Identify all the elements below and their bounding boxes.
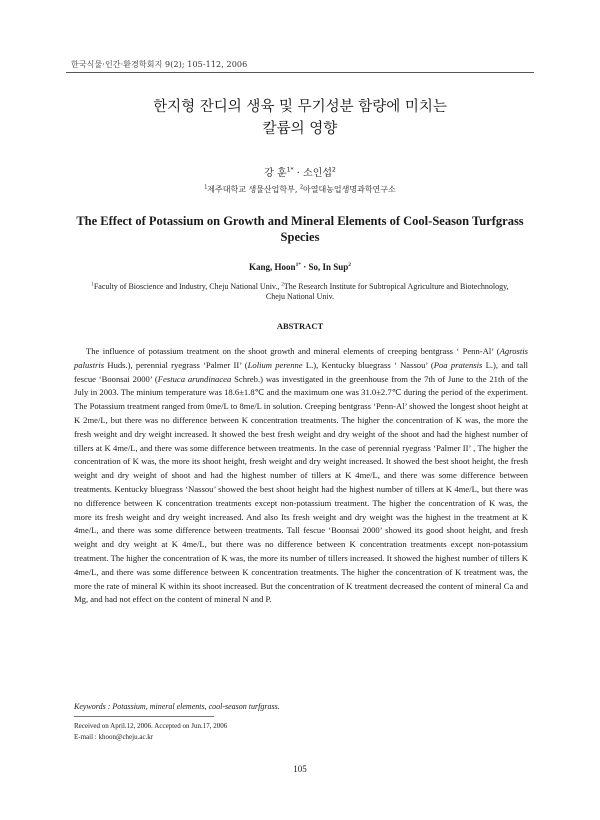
english-affil-1: Faculty of Bioscience and Industry, Cheju National Univ., — [93, 282, 282, 291]
header-rule — [66, 72, 534, 73]
english-author-1-mark: 1* — [295, 262, 301, 268]
english-author-1: Kang, Hoon — [249, 262, 296, 272]
page-number: 105 — [293, 764, 307, 774]
abstract-body — [74, 345, 528, 607]
english-authors — [0, 262, 600, 272]
abstract-text: Huds.), perennial ryegrass ‘Palmer II’ ( — [104, 359, 248, 370]
english-affil-mark-2: 2 — [281, 282, 284, 288]
keywords: Keywords : Potassium, mineral elements, cool-season turfgrass. — [74, 702, 280, 711]
abstract-heading: ABSTRACT — [276, 321, 324, 331]
korean-affil-mark-2: 2 — [299, 185, 303, 191]
korean-author-separator: · — [293, 168, 304, 179]
korean-affil-mark-1: 1 — [204, 185, 208, 191]
korean-affil-1: 제주대학교 생물산업학부, — [207, 185, 300, 194]
korean-author-2: 소인섭 — [303, 168, 333, 179]
korean-author-1: 강 훈 — [264, 168, 287, 179]
contact-email: E-mail : khoon@cheju.ac.kr — [74, 733, 154, 741]
korean-affiliation — [0, 184, 600, 195]
species-name: Agrostis palustris — [74, 346, 528, 370]
korean-affil-2: 아열대농업생명과학연구소 — [303, 185, 396, 194]
english-affiliation — [90, 282, 510, 302]
korean-author-1-mark: 1* — [286, 166, 294, 174]
english-affil-2: The Research Institute for Subtropical Agriculture and Biotechnology, Cheju National Univ. — [265, 282, 509, 301]
footnote-rule — [74, 716, 214, 717]
english-author-2: So, In Sup — [308, 262, 349, 272]
korean-title-line-1: 한지형 잔디의 생육 및 무기성분 함량에 미치는 — [153, 99, 447, 115]
species-name: Poa pratensis — [433, 359, 483, 370]
abstract-text: The influence of potassium treatment on the shoot growth and mineral elements of creeping bentgrass ‘ Penn-Al’ ( — [86, 346, 500, 356]
received-date: Received on April.12, 2006. Accepted on Jun.17, 2006 — [74, 722, 228, 730]
species-name: Lolium perenne — [247, 359, 303, 370]
korean-title-line-2: 칼륨의 영향 — [262, 121, 338, 137]
korean-title — [0, 96, 600, 140]
abstract-text: L.), Kentucky bluegrass ‘ Nassou’ ( — [302, 359, 434, 370]
english-affil-mark-1: 1 — [91, 282, 94, 288]
korean-author-2-mark: 2 — [332, 166, 336, 174]
korean-authors — [0, 164, 600, 179]
abstract-text: Schreb.) was investigated in the greenhouse from the 7th of June to the 21th of the July in 2003. The minium temperature was 18.6±1.8℃ and the maximum one was 31.0±2.7℃ during the period of the experiment. The Potassium treatment ranged from 0me/L to 8me/L in solution. Creeping bentgrass ‘Penn-Al’ showed the longest shoot height at K 2me/L, but there was no difference between K concentration treatments. The higher the concentration of K was, the more the fresh weight and dry weight increased. It showed the best fresh weight and dry weight of the shoot and had the highest number of tillers at K 4me/L, and there was some difference between treatments. In the case of perennial ryegrass ‘Palmer II’ , The higher the concentration of K was, the more its shoot height, fresh weight and dry weight increased. It showed the best shoot height, the fresh weight and dry weight of shoot and had the highest number of tillers at K 4me/L, and there was some difference between treatments. Kentucky bluegrass ‘Nassou’ showed the best shoot height had the highest number of tillers at K 4me/L, but there was no difference between K concentration treatments except non-potassium treatment. The higher the concentration of K was, the more its fresh weight and dry weight increased. And also Its fresh weight and dry weight was the highest in the treatment at K 4me/L, and there was some difference between treatments. Tall fescue ‘Boonsai 2000’ showed its good shoot height, and fresh weight and dry weight at K 4me/L, but there was no difference between K concentration treatments except non-potassium treatment. The higher the concentration of K was, the more its number of tillers increased. It showed the highest number of tillers K 4me/L, and there was some difference between K concentration treatments. The higher the concentration of K treatment was, the more the rate of mineral K within its shoot increased. But the concentration of K treatment decreased the content of mineral Ca and Mg, and had not effect on the content of mineral N and P. — [74, 373, 528, 605]
english-author-separator: · — [300, 262, 309, 272]
english-title: The Effect of Potassium on Growth and Mineral Elements of Cool-Season Turfgrass Species — [76, 214, 524, 244]
species-name: Festuca arundinacea — [157, 373, 232, 384]
abstract-text: L.), and tall fescue ‘Boonsai 2000’ ( — [74, 359, 528, 384]
running-head: 한국식물·인간·환경학회지 9(2); 105-112, 2006 — [71, 60, 248, 69]
english-author-2-mark: 2 — [348, 262, 351, 268]
